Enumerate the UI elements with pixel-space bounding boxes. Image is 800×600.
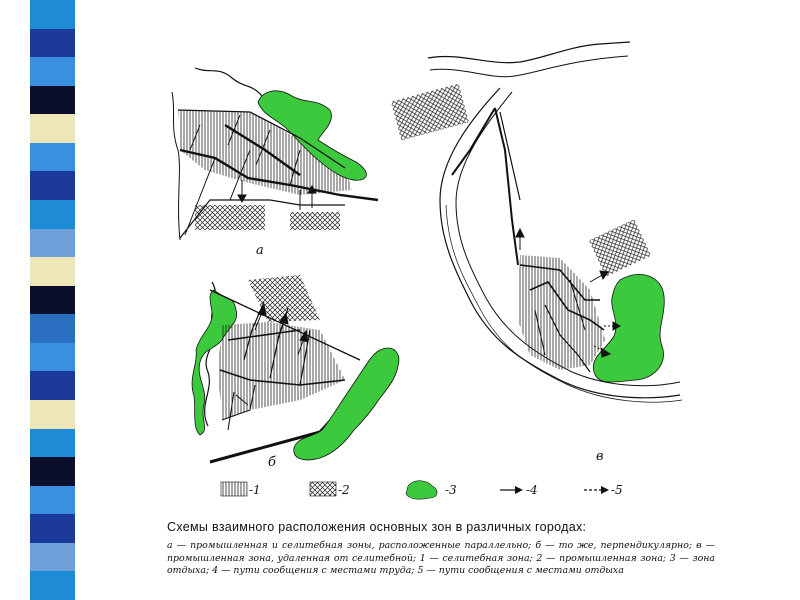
legend-label-2: -2: [338, 483, 350, 497]
panel-b-map: [192, 275, 399, 470]
panel-a-map: [172, 68, 378, 258]
panel-b-residential-zone: [218, 322, 345, 420]
legend-label-4: -4: [526, 483, 538, 497]
panel-a-industrial-zone-2: [290, 212, 340, 230]
legend-symbol-dashed-arrow: [584, 486, 609, 494]
legend: [221, 481, 623, 499]
panel-label-b: б: [268, 455, 276, 470]
panel-a-industrial-zone-1: [195, 205, 265, 230]
caption-title: Схемы взаимного расположения основных зон в различных городах:: [167, 520, 587, 534]
legend-symbol-residential: [221, 482, 247, 496]
panel-label-a: а: [256, 243, 264, 258]
legend-symbol-industrial: [310, 482, 336, 496]
caption-body: а — промышленная и селитебная зоны, расположенные параллельно; б — то же, перпендикулярно; в — промышленная зона, удаленная от селитебной; 1 — селитебная зона; 2 — промышленная зона; 3 — зона отдыха; 4 — пути сообщения с местами труда; 5 — пути сообщения с местами отдыха: [167, 540, 715, 577]
panel-v-green-zone: [593, 274, 664, 382]
legend-label-1: -1: [249, 483, 261, 497]
panel-v-industrial-zone-top: [391, 84, 469, 141]
legend-label-3: -3: [445, 483, 457, 497]
legend-symbol-green: [406, 481, 437, 499]
legend-label-5: -5: [611, 483, 623, 497]
panel-label-v: в: [596, 449, 604, 464]
panel-v-map: [391, 42, 682, 464]
figure-caption: [167, 520, 715, 578]
legend-symbol-solid-arrow: [500, 486, 523, 494]
panel-v-industrial-zone-right: [589, 219, 651, 276]
